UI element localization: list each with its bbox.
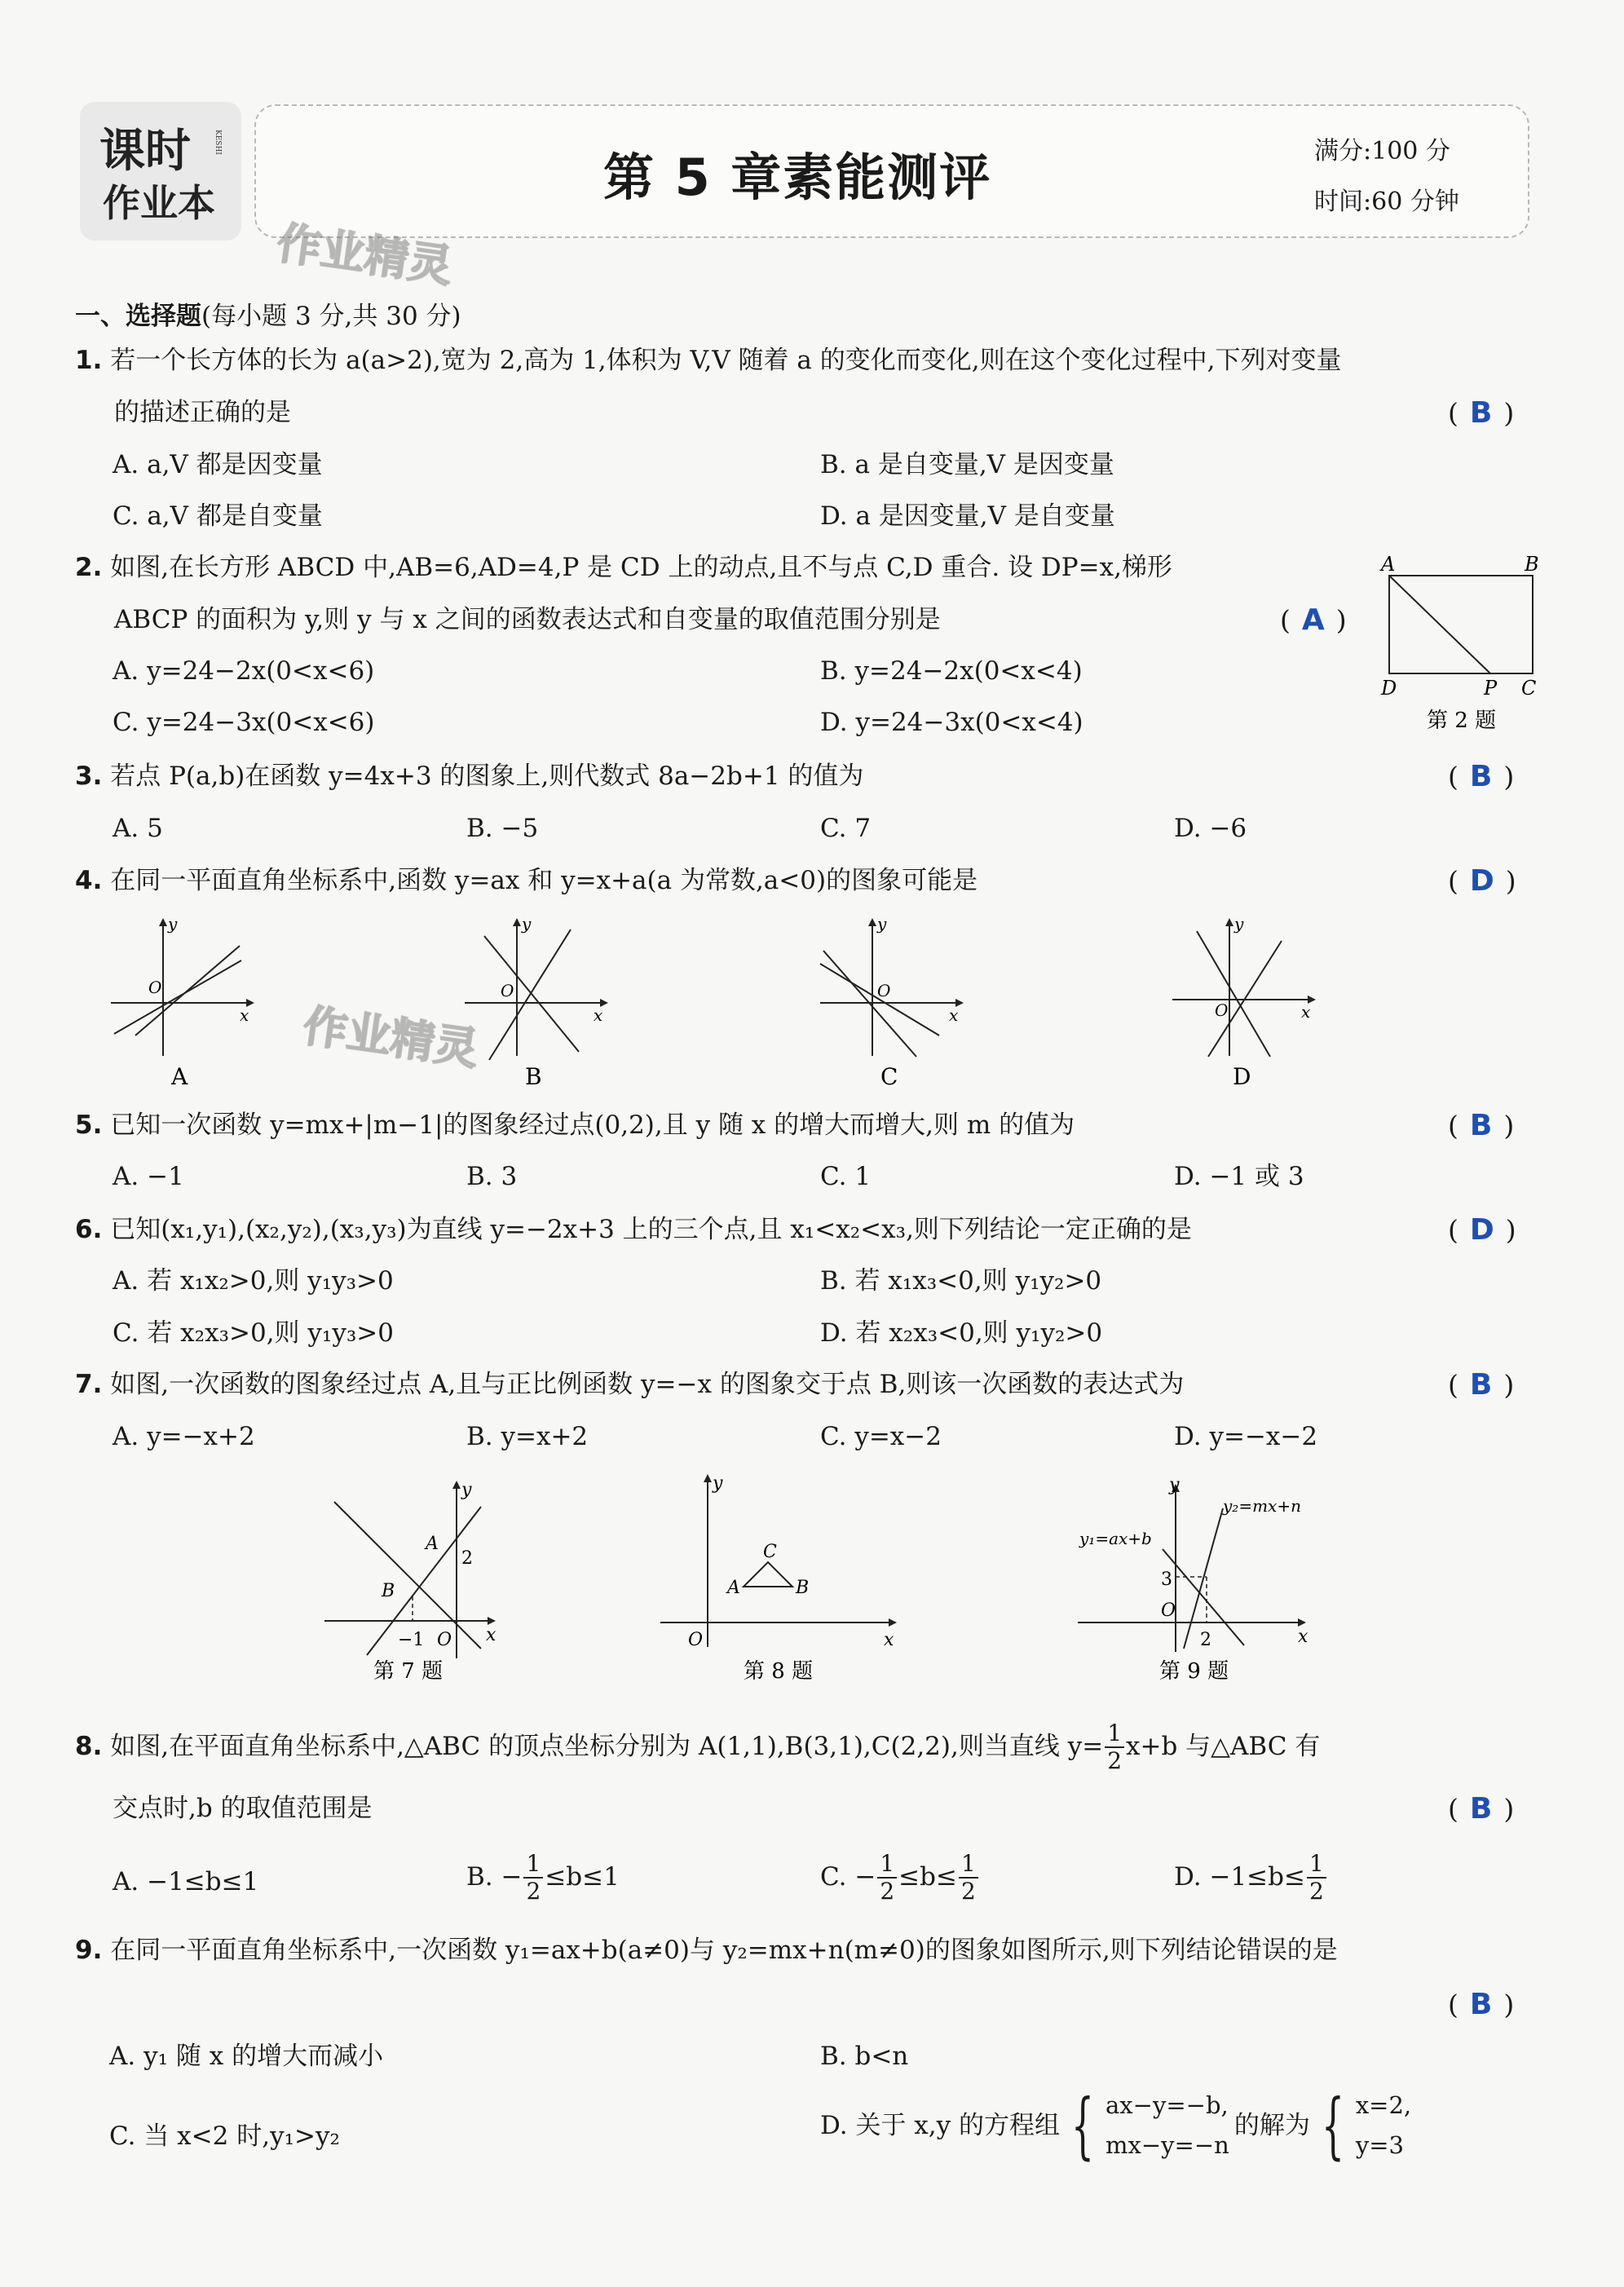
svg-text:x: x [949, 1005, 959, 1025]
label-b: B [1525, 553, 1539, 576]
question-7: 7. 如图,一次函数的图象经过点 A,且与正比例函数 y=−x 的图象交于点 B,则该一次函数的表达式为 [75, 1370, 1185, 1399]
label-y1: y₁=ax+b [1079, 1529, 1152, 1548]
svg-text:O: O [501, 981, 514, 1000]
option-3d: D. −6 [1174, 814, 1247, 843]
answer-4: ( D ) [1448, 864, 1516, 898]
graph-label-c: C [880, 1063, 898, 1090]
option-7a: A. y=−x+2 [113, 1422, 255, 1451]
answer-9: ( B ) [1448, 1988, 1515, 2021]
question-1-line2: 的描述正确的是 [114, 398, 291, 427]
caption-q9: 第 9 题 [1159, 1659, 1229, 1684]
svg-text:2: 2 [461, 1548, 473, 1569]
answer-2: ( A ) [1280, 603, 1347, 637]
label-a: A [1381, 553, 1396, 576]
answer-1: ( B ) [1448, 396, 1515, 430]
option-1c: C. a,V 都是自变量 [113, 501, 323, 531]
figure-q9 [1068, 1476, 1321, 1686]
option-2d: D. y=24−3x(0<x<4) [820, 708, 1083, 737]
logo-vertical: KESHI [214, 130, 222, 155]
option-2c: C. y=24−3x(0<x<6) [113, 708, 375, 737]
svg-text:O: O [1161, 1600, 1176, 1621]
segment-ap [1389, 576, 1490, 673]
option-8a: A. −1≤b≤1 [113, 1867, 259, 1896]
option-9d: D. 关于 x,y 的方程组 { ax−y=−b, mx−y=−n 的解为 { x=2, y=3 [820, 2083, 1412, 2168]
option-7d: D. y=−x−2 [1174, 1422, 1318, 1451]
svg-text:y: y [522, 914, 532, 934]
svg-text:−1: −1 [398, 1630, 425, 1650]
label-p: P [1484, 677, 1498, 700]
svg-text:y: y [1234, 914, 1244, 934]
section-title: 一、选择题(每小题 3 分,共 30 分) [75, 302, 461, 331]
option-5d: D. −1 或 3 [1174, 1162, 1304, 1191]
option-2a: A. y=24−2x(0<x<6) [113, 656, 375, 686]
option-9b: B. b<n [820, 2042, 909, 2071]
equation-system: ax−y=−b, mx−y=−n [1105, 2091, 1229, 2160]
svg-text:y: y [168, 914, 178, 934]
question-6: 6. 已知(x₁,y₁),(x₂,y₂),(x₃,y₃)为直线 y=−2x+3 上的三个点,且 x₁<x₂<x₃,则下列结论一定正确的是 [75, 1215, 1192, 1244]
option-6b: B. 若 x₁x₃<0,则 y₁y₂>0 [820, 1266, 1102, 1296]
svg-text:y: y [713, 1473, 723, 1494]
graph-label-d: D [1233, 1063, 1251, 1090]
svg-text:x: x [240, 1005, 249, 1025]
svg-text:C: C [763, 1542, 777, 1562]
label-d: D [1381, 677, 1397, 700]
caption-q8: 第 8 题 [744, 1659, 814, 1684]
option-1a: A. a,V 都是因变量 [113, 450, 323, 479]
watermark: 作业精灵 [274, 217, 456, 293]
rectangle-abcd [1389, 576, 1533, 673]
figure-q7 [318, 1474, 514, 1686]
label-y2: y₂=mx+n [1223, 1496, 1301, 1516]
option-1d: D. a 是因变量,V 是自变量 [820, 501, 1115, 531]
option-5c: C. 1 [820, 1162, 872, 1191]
time-info: 时间:60 分钟 [1314, 188, 1459, 216]
question-3: 3. 若点 P(a,b)在函数 y=4x+3 的图象上,则代数式 8a−2b+1 的值为 [75, 762, 864, 791]
svg-text:B: B [382, 1581, 395, 1601]
graph-label-b: B [525, 1063, 542, 1090]
label-c: C [1521, 677, 1537, 700]
question-8-line2: 交点时,b 的取值范围是 [113, 1794, 373, 1823]
logo-line2: 作业本 [103, 181, 215, 225]
question-4: 4. 在同一平面直角坐标系中,函数 y=ax 和 y=x+a(a 为常数,a<0)的图象可能是 [75, 866, 978, 895]
score-info: 满分:100 分 [1314, 137, 1450, 166]
answer-3: ( B ) [1448, 760, 1515, 793]
svg-text:x: x [486, 1625, 496, 1645]
question-9: 9. 在同一平面直角坐标系中,一次函数 y₁=ax+b(a≠0)与 y₂=mx+n(m≠0)的图象如图所示,则下列结论错误的是 [75, 1936, 1338, 1965]
option-5a: A. −1 [113, 1162, 184, 1191]
graph-option-a [103, 913, 266, 1093]
caption-q2: 第 2 题 [1427, 709, 1497, 733]
option-6c: C. 若 x₂x₃>0,则 y₁y₃>0 [113, 1318, 394, 1348]
svg-text:2: 2 [1200, 1630, 1211, 1650]
svg-text:O: O [148, 978, 162, 997]
question-5: 5. 已知一次函数 y=mx+|m−1|的图象经过点(0,2),且 y 随 x 的增大而增大,则 m 的值为 [75, 1110, 1075, 1140]
option-8c: C. − $\frac{1}{2}$ ≤b≤ $\frac{1}{2}$ [820, 1852, 980, 1903]
option-7c: C. y=x−2 [820, 1422, 942, 1451]
solution-system: x=2, y=3 [1355, 2091, 1412, 2160]
answer-5: ( B ) [1448, 1109, 1515, 1142]
svg-text:O: O [877, 981, 891, 1000]
svg-text:x: x [594, 1005, 603, 1025]
logo-line1: 课时 [99, 125, 191, 178]
figure-q2 [1378, 546, 1549, 734]
answer-7: ( B ) [1448, 1368, 1515, 1402]
option-9a: A. y₁ 随 x 的增大而减小 [109, 2042, 384, 2071]
graph-option-d [1164, 913, 1327, 1093]
option-1b: B. a 是自变量,V 是因变量 [820, 450, 1114, 479]
option-8d: D. −1≤b≤ $\frac{1}{2}$ [1174, 1852, 1328, 1903]
option-6d: D. 若 x₂x₃<0,则 y₁y₂>0 [820, 1318, 1103, 1348]
svg-text:A: A [426, 1534, 439, 1554]
watermark: 作业精灵 [300, 1000, 482, 1075]
graph-option-b [457, 913, 620, 1093]
question-2-line2: ABCP 的面积为 y,则 y 与 x 之间的函数表达式和自变量的取值范围分别是 [114, 605, 941, 634]
svg-text:3: 3 [1161, 1570, 1172, 1590]
question-2: 2. 如图,在长方形 ABCD 中,AB=6,AD=4,P 是 CD 上的动点,且不与点 C,D 重合. 设 DP=x,梯形 [75, 553, 1172, 582]
svg-text:y: y [1169, 1476, 1180, 1495]
svg-text:x: x [884, 1630, 894, 1650]
question-8: 8. 如图,在平面直角坐标系中,△ABC 的顶点坐标分别为 A(1,1),B(3,1),C(2,2),则当直线 y= $\frac{1}{2}$ x+b 与△ABC 有 [75, 1720, 1321, 1774]
option-3c: C. 7 [820, 814, 872, 843]
option-2b: B. y=24−2x(0<x<4) [820, 656, 1083, 686]
question-1: 1. 若一个长方体的长为 a(a>2),宽为 2,高为 1,体积为 V,V 随着 a 的变化而变化,则在这个变化过程中,下列对变量 [75, 346, 1342, 375]
graph-label-a: A [171, 1063, 188, 1090]
caption-q7: 第 7 题 [373, 1659, 444, 1684]
svg-text:B: B [796, 1578, 810, 1598]
option-3a: A. 5 [113, 814, 163, 843]
option-8b: B. − $\frac{1}{2}$ ≤b≤1 [466, 1850, 620, 1905]
option-5b: B. 3 [466, 1162, 518, 1191]
page-title: 第 5 章素能测评 [603, 148, 992, 207]
option-6a: A. 若 x₁x₂>0,则 y₁y₃>0 [113, 1266, 394, 1296]
svg-text:O: O [688, 1630, 704, 1650]
svg-text:y: y [461, 1480, 472, 1500]
svg-text:A: A [727, 1578, 740, 1598]
answer-8: ( B ) [1448, 1792, 1515, 1826]
logo [80, 102, 241, 241]
svg-text:x: x [1298, 1627, 1308, 1647]
section-note: (每小题 3 分,共 30 分) [201, 302, 461, 331]
svg-text:O: O [1215, 1000, 1229, 1020]
graph-option-c [812, 913, 975, 1093]
figure-q8 [652, 1468, 897, 1686]
option-3b: B. −5 [466, 814, 539, 843]
svg-text:O: O [437, 1630, 452, 1650]
svg-text:x: x [1301, 1002, 1311, 1022]
fraction-half: $\frac{1}{2}$ [1105, 1722, 1124, 1773]
option-7b: B. y=x+2 [466, 1422, 589, 1451]
option-9c: C. 当 x<2 时,y₁>y₂ [109, 2121, 340, 2151]
answer-6: ( D ) [1448, 1213, 1516, 1247]
svg-text:y: y [877, 914, 887, 934]
